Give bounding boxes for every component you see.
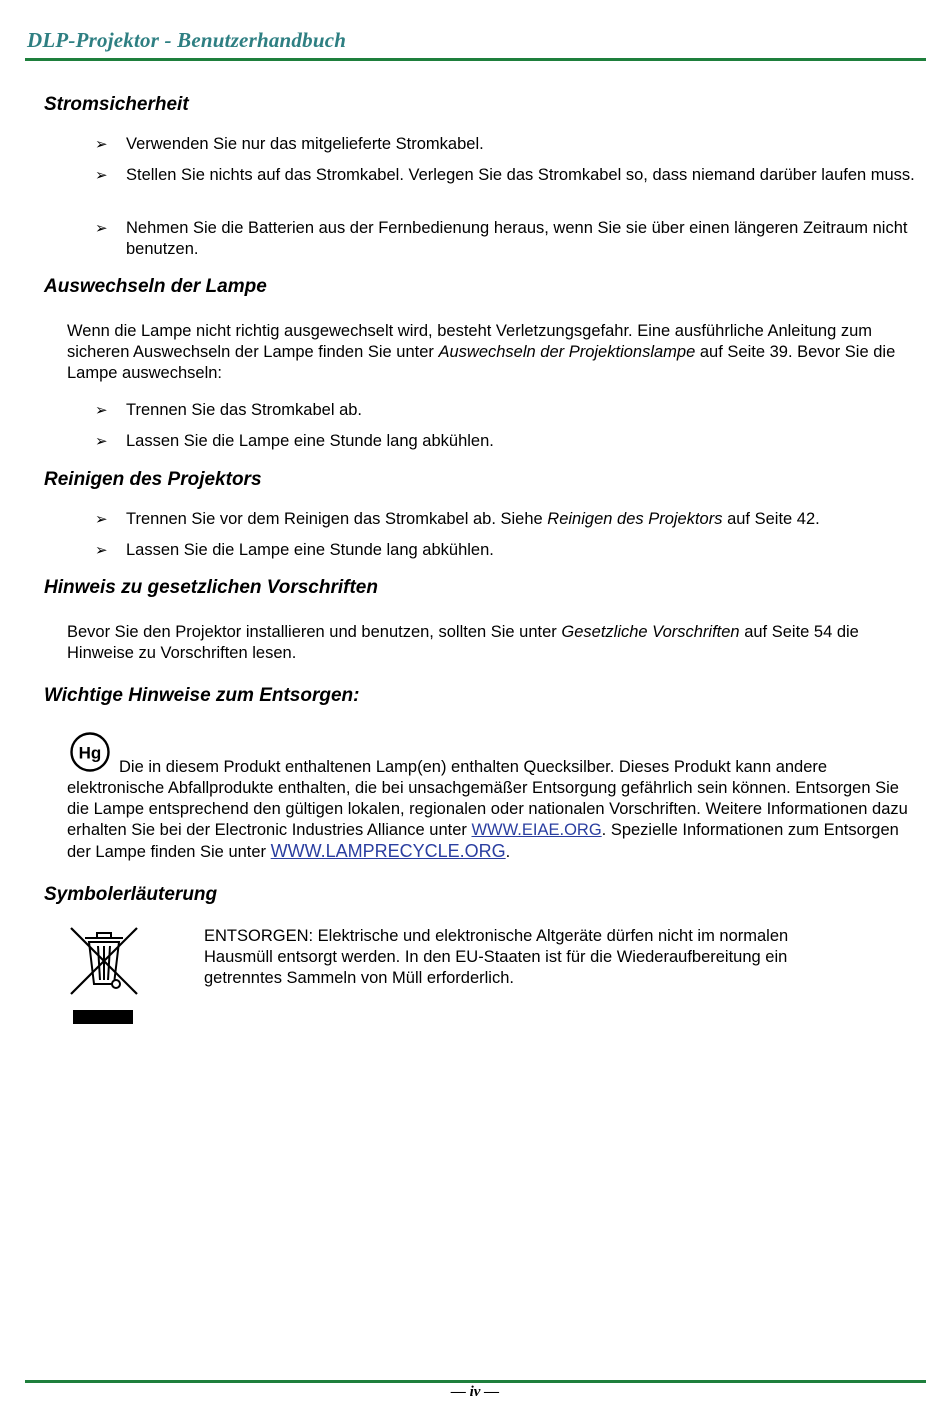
lamp-paragraph: Wenn die Lampe nicht richtig ausgewechselt wird, besteht Verletzungsgefahr. Eine ausführliche Anleitung zum sicheren Auswechseln der Lampe finden Sie unter Auswechseln der Projektionslampe auf Seite 39. Bevor Sie die Lampe auswechseln: (67, 322, 896, 382)
heading-power-safety: Stromsicherheit (44, 94, 189, 115)
page-number: — iv — (450, 1384, 500, 1400)
footer-divider (25, 1380, 926, 1383)
lamprecycle-link[interactable]: WWW.LAMPRECYCLE.ORG (270, 841, 506, 861)
heading-regulations: Hinweis zu gesetzlichen Vorschriften (44, 577, 378, 598)
disposal-paragraph: Die in diesem Produkt enthaltenen Lamp(en) enthalten Quecksilber. Dieses Produkt kann andere elektronische Abfallprodukte enthalten, die bei unsachgemäßer Entsorgung gefährlich sein können. Entsorgen Sie die Lampe entsprechend den gültigen lokalen, regionalen oder nationalen Vorschriften. Weitere Informationen dazu erhalten Sie bei der Electronic Industries Alliance unter WWW.EIAE.ORG. Spezielle Informationen zum Entsorgen der Lampe finden Sie unter WWW.LAMPRECYCLE.ORG. (67, 758, 908, 861)
heading-lamp-replacement: Auswechseln der Lampe (44, 276, 267, 297)
heading-cleaning: Reinigen des Projektors (44, 469, 262, 490)
list-item-text: Trennen Sie vor dem Reinigen das Stromkabel ab. Siehe Reinigen des Projektors auf Seite 42. (126, 510, 820, 528)
eiae-link[interactable]: WWW.EIAE.ORG (471, 821, 602, 839)
arrow-bullet-icon: ➢ (95, 220, 108, 237)
regulations-reference: Gesetzliche Vorschriften (561, 623, 740, 641)
heading-disposal: Wichtige Hinweise zum Entsorgen: (44, 685, 360, 706)
arrow-bullet-icon: ➢ (95, 433, 108, 450)
svg-text:Hg: Hg (78, 743, 102, 763)
list-item-text: Lassen Sie die Lampe eine Stunde lang abkühlen. (126, 432, 494, 450)
arrow-bullet-icon: ➢ (95, 402, 108, 419)
list-item-text: Stellen Sie nichts auf das Stromkabel. Verlegen Sie das Stromkabel so, dass niemand darüber laufen muss. (126, 166, 915, 184)
arrow-bullet-icon: ➢ (95, 511, 108, 528)
cleaning-reference: Reinigen des Projektors (547, 510, 723, 528)
list-item-text: Trennen Sie das Stromkabel ab. (126, 401, 363, 419)
arrow-bullet-icon: ➢ (95, 542, 108, 559)
header-divider (25, 58, 926, 61)
list-item-text: Verwenden Sie nur das mitgelieferte Stromkabel. (126, 135, 484, 153)
lamp-reference: Auswechseln der Projektionslampe (438, 343, 696, 361)
symbol-explanation-text: ENTSORGEN: Elektrische und elektronische Altgeräte dürfen nicht im normalen Hausmüll entsorgt werden. In den EU-Staaten ist für die Wiederaufbereitung ein getrenntes Sammeln von Müll erforderlich. (204, 927, 789, 987)
list-item-text: Nehmen Sie die Batterien aus der Fernbedienung heraus, wenn Sie sie über einen längeren Zeitraum nicht benutzen. (126, 219, 908, 258)
regulations-paragraph: Bevor Sie den Projektor installieren und benutzen, sollten Sie unter Gesetzliche Vorschriften auf Seite 54 die Hinweise zu Vorschriften lesen. (67, 623, 859, 662)
page-header-title: DLP-Projektor - Benutzerhandbuch (27, 28, 347, 52)
list-item-text: Lassen Sie die Lampe eine Stunde lang abkühlen. (126, 541, 494, 559)
arrow-bullet-icon: ➢ (95, 136, 108, 153)
arrow-bullet-icon: ➢ (95, 167, 108, 184)
heading-symbols: Symbolerläuterung (44, 884, 218, 905)
weee-crossed-bin-icon (67, 924, 139, 1028)
